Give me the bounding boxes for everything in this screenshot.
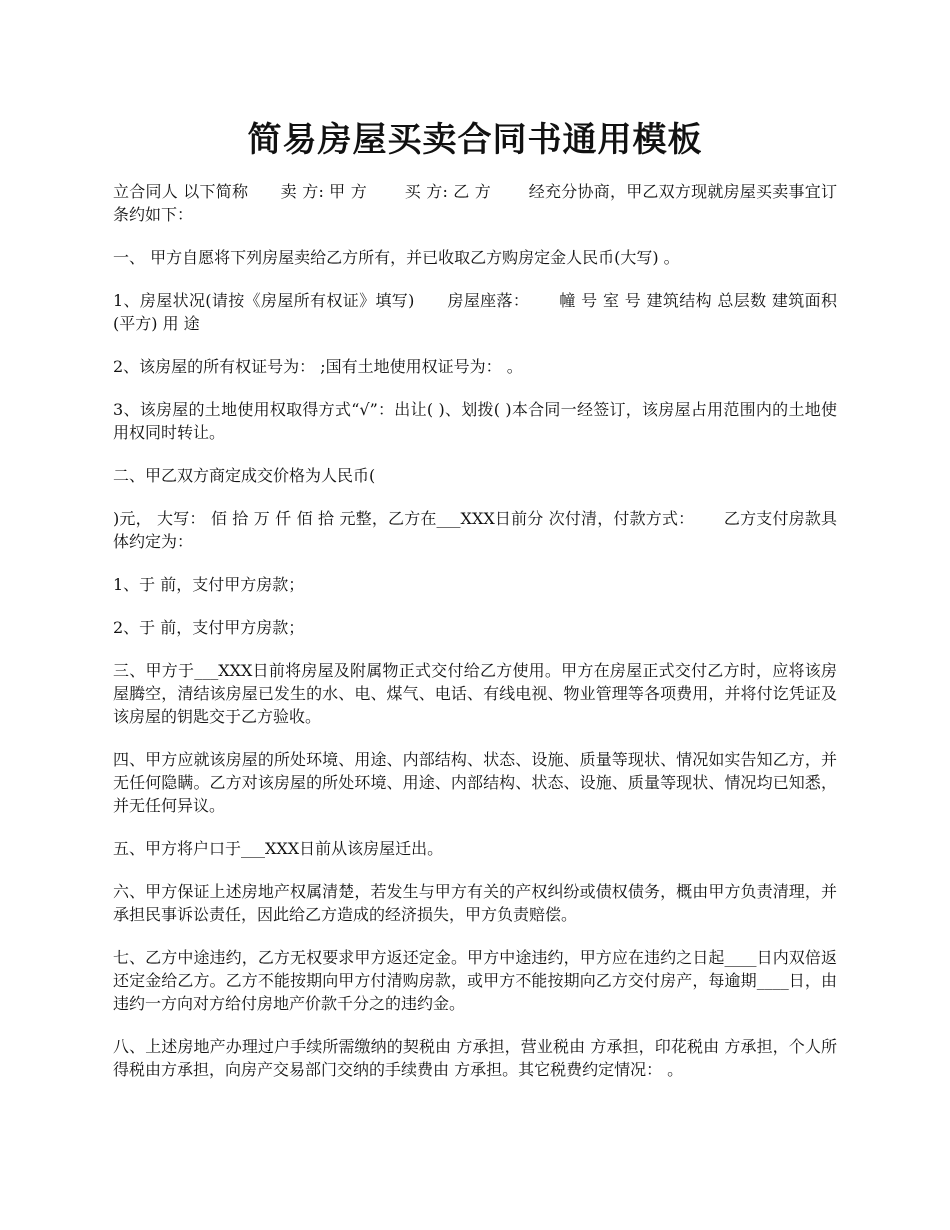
paragraph-payment-terms: )元， 大写： 佰 拾 万 仟 佰 拾 元整，乙方在___XXX日前分 次付清，付款方式： 乙方支付房款具体约定为： — [113, 509, 837, 551]
paragraph-payment-2: 2、于 前，支付甲方房款； — [113, 618, 305, 637]
paragraph-clause-8: 八、上述房地产办理过户手续所需缴纳的契税由 方承担，营业税由 方承担，印花税由 方承担，个人所得税由方承担，向房产交易部门交纳的手续费由 方承担。其它税费约定情况： 。 — [113, 1037, 837, 1079]
paragraph-clause-2: 二、甲乙双方商定成交价格为人民币( — [113, 466, 376, 485]
paragraph-parties: 立合同人 以下简称 卖 方: 甲 方 买 方: 乙 方 经充分协商，甲乙双方现就房屋买卖事宜订条约如下： — [113, 182, 837, 224]
paragraph-clause-7: 七、乙方中途违约，乙方无权要求甲方返还定金。甲方中途违约，甲方应在违约之日起____日内双倍返还定金给乙方。乙方不能按期向甲方付清购房款，或甲方不能按期向乙方交付房产，每逾期____日，由违约一方向对方给付房地产价款千分之的违约金。 — [113, 948, 837, 1013]
document-title: 简易房屋买卖合同书通用模板 — [247, 120, 703, 160]
paragraph-clause-1: 一、 甲方自愿将下列房屋卖给乙方所有，并已收取乙方购房定金人民币(大写) 。 — [113, 248, 680, 267]
paragraph-clause-5: 五、甲方将户口于___XXX日前从该房屋迁出。 — [113, 839, 444, 858]
paragraph-house-status: 1、房屋状况(请按《房屋所有权证》填写) 房屋座落： 幢 号 室 号 建筑结构 总层数 建筑面积(平方) 用 途 — [113, 291, 837, 333]
paragraph-clause-4: 四、甲方应就该房屋的所处环境、用途、内部结构、状态、设施、质量等现状、情况如实告知乙方，并无任何隐瞒。乙方对该房屋的所处环境、用途、内部结构、状态、设施、质量等现状、情况均已知悉，并无任何异议。 — [113, 750, 837, 815]
paragraph-payment-1: 1、于 前，支付甲方房款； — [113, 575, 305, 594]
paragraph-certificate-numbers: 2、该房屋的所有权证号为： ;国有土地使用权证号为： 。 — [113, 357, 523, 376]
paragraph-clause-3: 三、甲方于___XXX日前将房屋及附属物正式交付给乙方使用。甲方在房屋正式交付乙方时，应将该房屋腾空，清结该房屋已发生的水、电、煤气、电话、有线电视、物业管理等各项费用，并将付讫凭证及该房屋的钥匙交于乙方验收。 — [113, 661, 837, 726]
paragraph-clause-6: 六、甲方保证上述房地产权属清楚，若发生与甲方有关的产权纠纷或债权债务，概由甲方负责清理，并承担民事诉讼责任，因此给乙方造成的经济损失，甲方负责赔偿。 — [113, 882, 837, 924]
document-body — [113, 180, 837, 1101]
paragraph-land-use-rights: 3、该房屋的土地使用权取得方式“√”：出让( )、划拨( )本合同一经签订，该房屋占用范围内的土地使用权同时转让。 — [113, 400, 837, 442]
